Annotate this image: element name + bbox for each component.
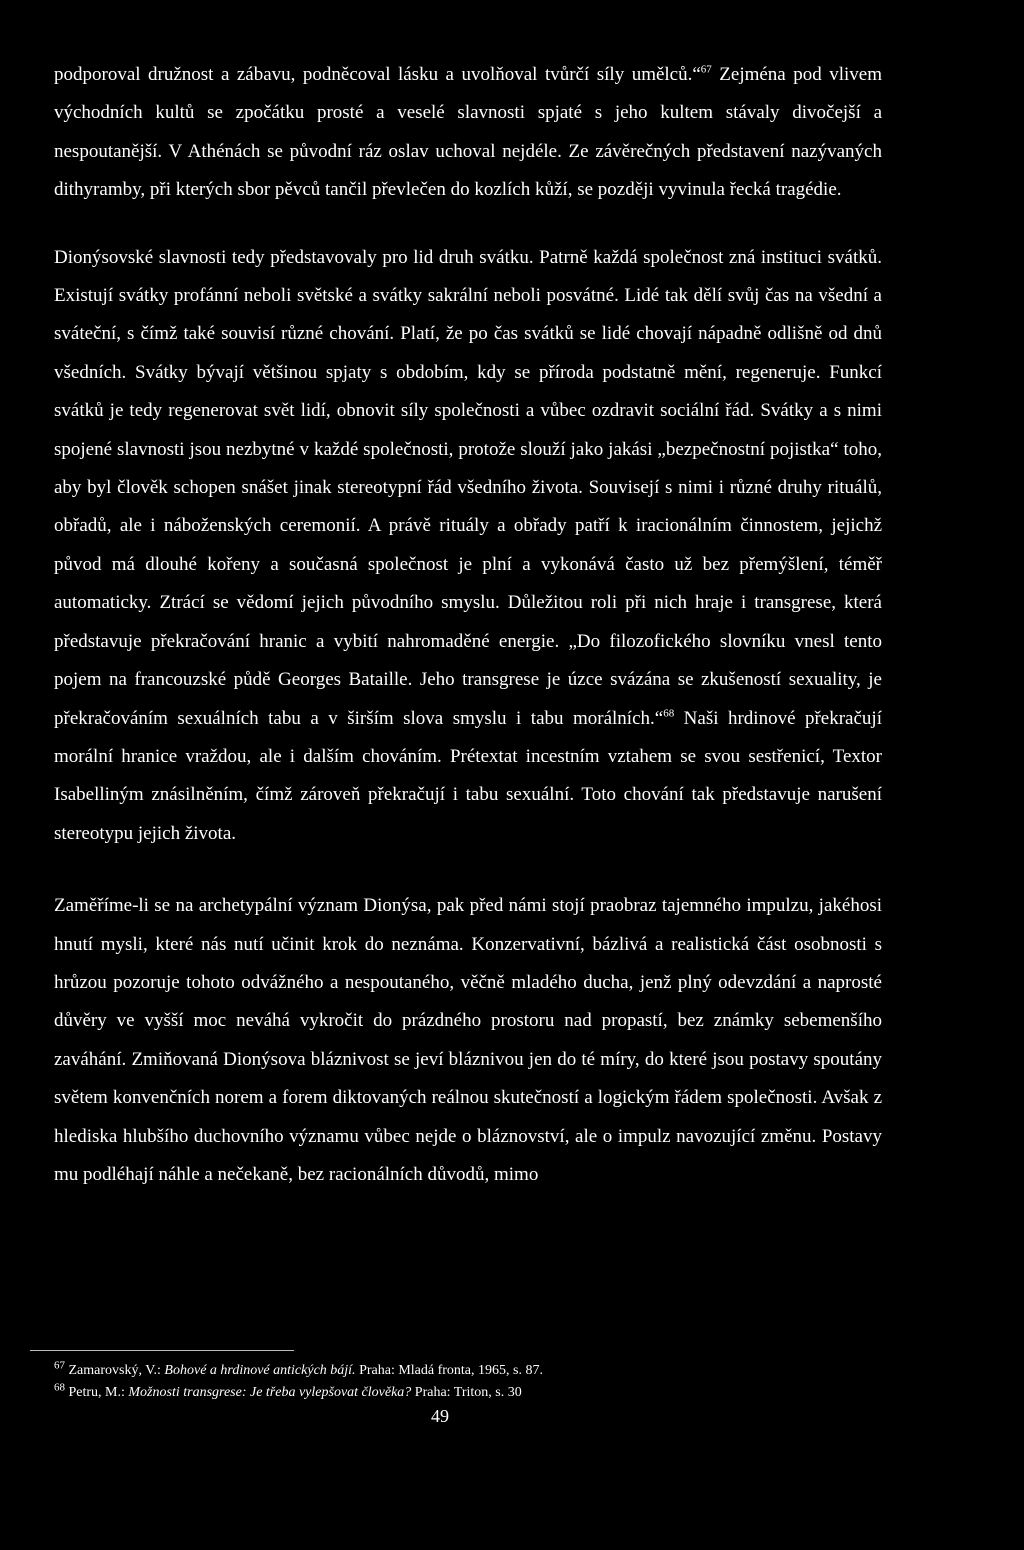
- paragraph-1-text-b: Zejména pod vlivem východních kultů se zpočátku prosté a veselé slavnosti spjaté s jeho kultem stávaly divočejší a nespoutanější. V Athénách se původní ráz oslav uchoval nejdéle. Ze závěrečných představení nazývaných dithyramby, při kterých sbor pěvců tančil převlečen do kozlích kůží, se později vyvinula řecká tragédie.: [54, 64, 882, 201]
- footnote-author: Petru, M.:: [65, 1385, 129, 1400]
- paragraph-1-text-a: podporoval družnost a zábavu, podněcoval lásku a uvolňoval tvůrčí síly umělců.“: [54, 64, 701, 85]
- footnote-number: 67: [54, 1359, 65, 1372]
- paragraph-2: [54, 239, 882, 854]
- paragraph-2-text-a: Dionýsovské slavnosti tedy představovaly pro lid druh svátku. Patrně každá společnost zná instituci svátků. Existují svátky profánní neboli světské a svátky sakrální neboli posvátné. Lidé tak dělí svůj čas na všední a sváteční, s čímž také souvisí různé chování. Platí, že po čas svátků se lidé chovají nápadně odlišně od dnů všedních. Svátky bývají většinou spjaty s obdobím, kdy se příroda podstatně mění, regeneruje. Funkcí svátků je tedy regenerovat svět lidí, obnovit síly společnosti a vůbec ozdravit sociální řád. Svátky a s nimi spojené slavnosti jsou nezbytné v každé společnosti, protože slouží jako jakási „bezpečnostní pojistka“ toho, aby byl člověk schopen snášet jinak stereotypní řád všedního života. Souvisejí s nimi i různé druhy rituálů, obřadů, ale i náboženských ceremonií. A právě rituály a obřady patří k iracionálním činnostem, jejichž původ má dlouhé kořeny a současná společnost je plní a vykonává často už bez přemýšlení, téměř automaticky. Ztrácí se vědomí jejich původního smyslu. Důležitou roli při nich hraje i transgrese, která představuje překračování hranic a vybití nahromaděné energie. „Do filozofického slovníku vnesl tento pojem na francouzské půdě Georges Bataille. Jeho transgrese je úzce svázána se zkušeností sexuality, je překračováním sexuálních tabu a v širším slova smyslu i tabu morálních.“: [54, 246, 882, 729]
- footnote-ref-67[interactable]: 67: [700, 63, 712, 76]
- footnote-67: [54, 1360, 894, 1382]
- page-number: 49: [431, 1406, 449, 1426]
- paragraph-3: Zaměříme-li se na archetypální význam Dionýsa, pak před námi stojí praobraz tajemného impulzu, jakéhosi hnutí mysli, které nás nutí učinit krok do neznáma. Konzervativní, bázlivá a realistická část osobnosti s hrůzou pozoruje tohoto odvážného a nespoutaného, věčně mladého ducha, jenž plný odevzdání a naprosté důvěry ve vyšší moc neváhá vykročit do prázdného prostoru nad propastí, bez známky sebemenšího zaváhání. Zmiňovaná Dionýsova bláznivost se jeví bláznivou jen do té míry, do které jsou postavy spoutány světem konvenčních norem a forem diktovaných reálnou skutečností a logickým řádem společnosti. Avšak z hlediska hlubšího duchovního významu vůbec nejde o bláznovství, ale o impulz navozující změnu. Postavy mu podléhají náhle a nečekaně, bez racionálních důvodů, mimo: [54, 895, 882, 1185]
- footnote-ref-68[interactable]: 68: [663, 707, 675, 720]
- footnote-publication: Praha: Mladá fronta, 1965, s. 87.: [355, 1363, 543, 1378]
- paragraph-1: [54, 56, 882, 210]
- footnote-publication: Praha: Triton, s. 30: [411, 1385, 522, 1400]
- paragraph-2-text-b: Naši hrdinové překračují morální hranice vraždou, ale i dalším chováním. Prétextat incestním vztahem se svou sestřenicí, Textor Isabelliným znásilněním, čímž zároveň překračují i tabu sexuální. Toto chování tak představuje narušení stereotypu jejich života.: [54, 707, 882, 844]
- page-body: [54, 56, 882, 1194]
- footnote-68: [54, 1382, 894, 1404]
- footnote-author: Zamarovský, V.:: [65, 1363, 165, 1378]
- footnote-title: Možnosti transgrese: Je třeba vylepšovat člověka?: [128, 1385, 412, 1400]
- footnote-separator: [30, 1350, 294, 1351]
- footnote-number: 68: [54, 1381, 65, 1394]
- footnote-title: Bohové a hrdinové antických bájí.: [164, 1363, 356, 1378]
- footnotes: [54, 1360, 894, 1404]
